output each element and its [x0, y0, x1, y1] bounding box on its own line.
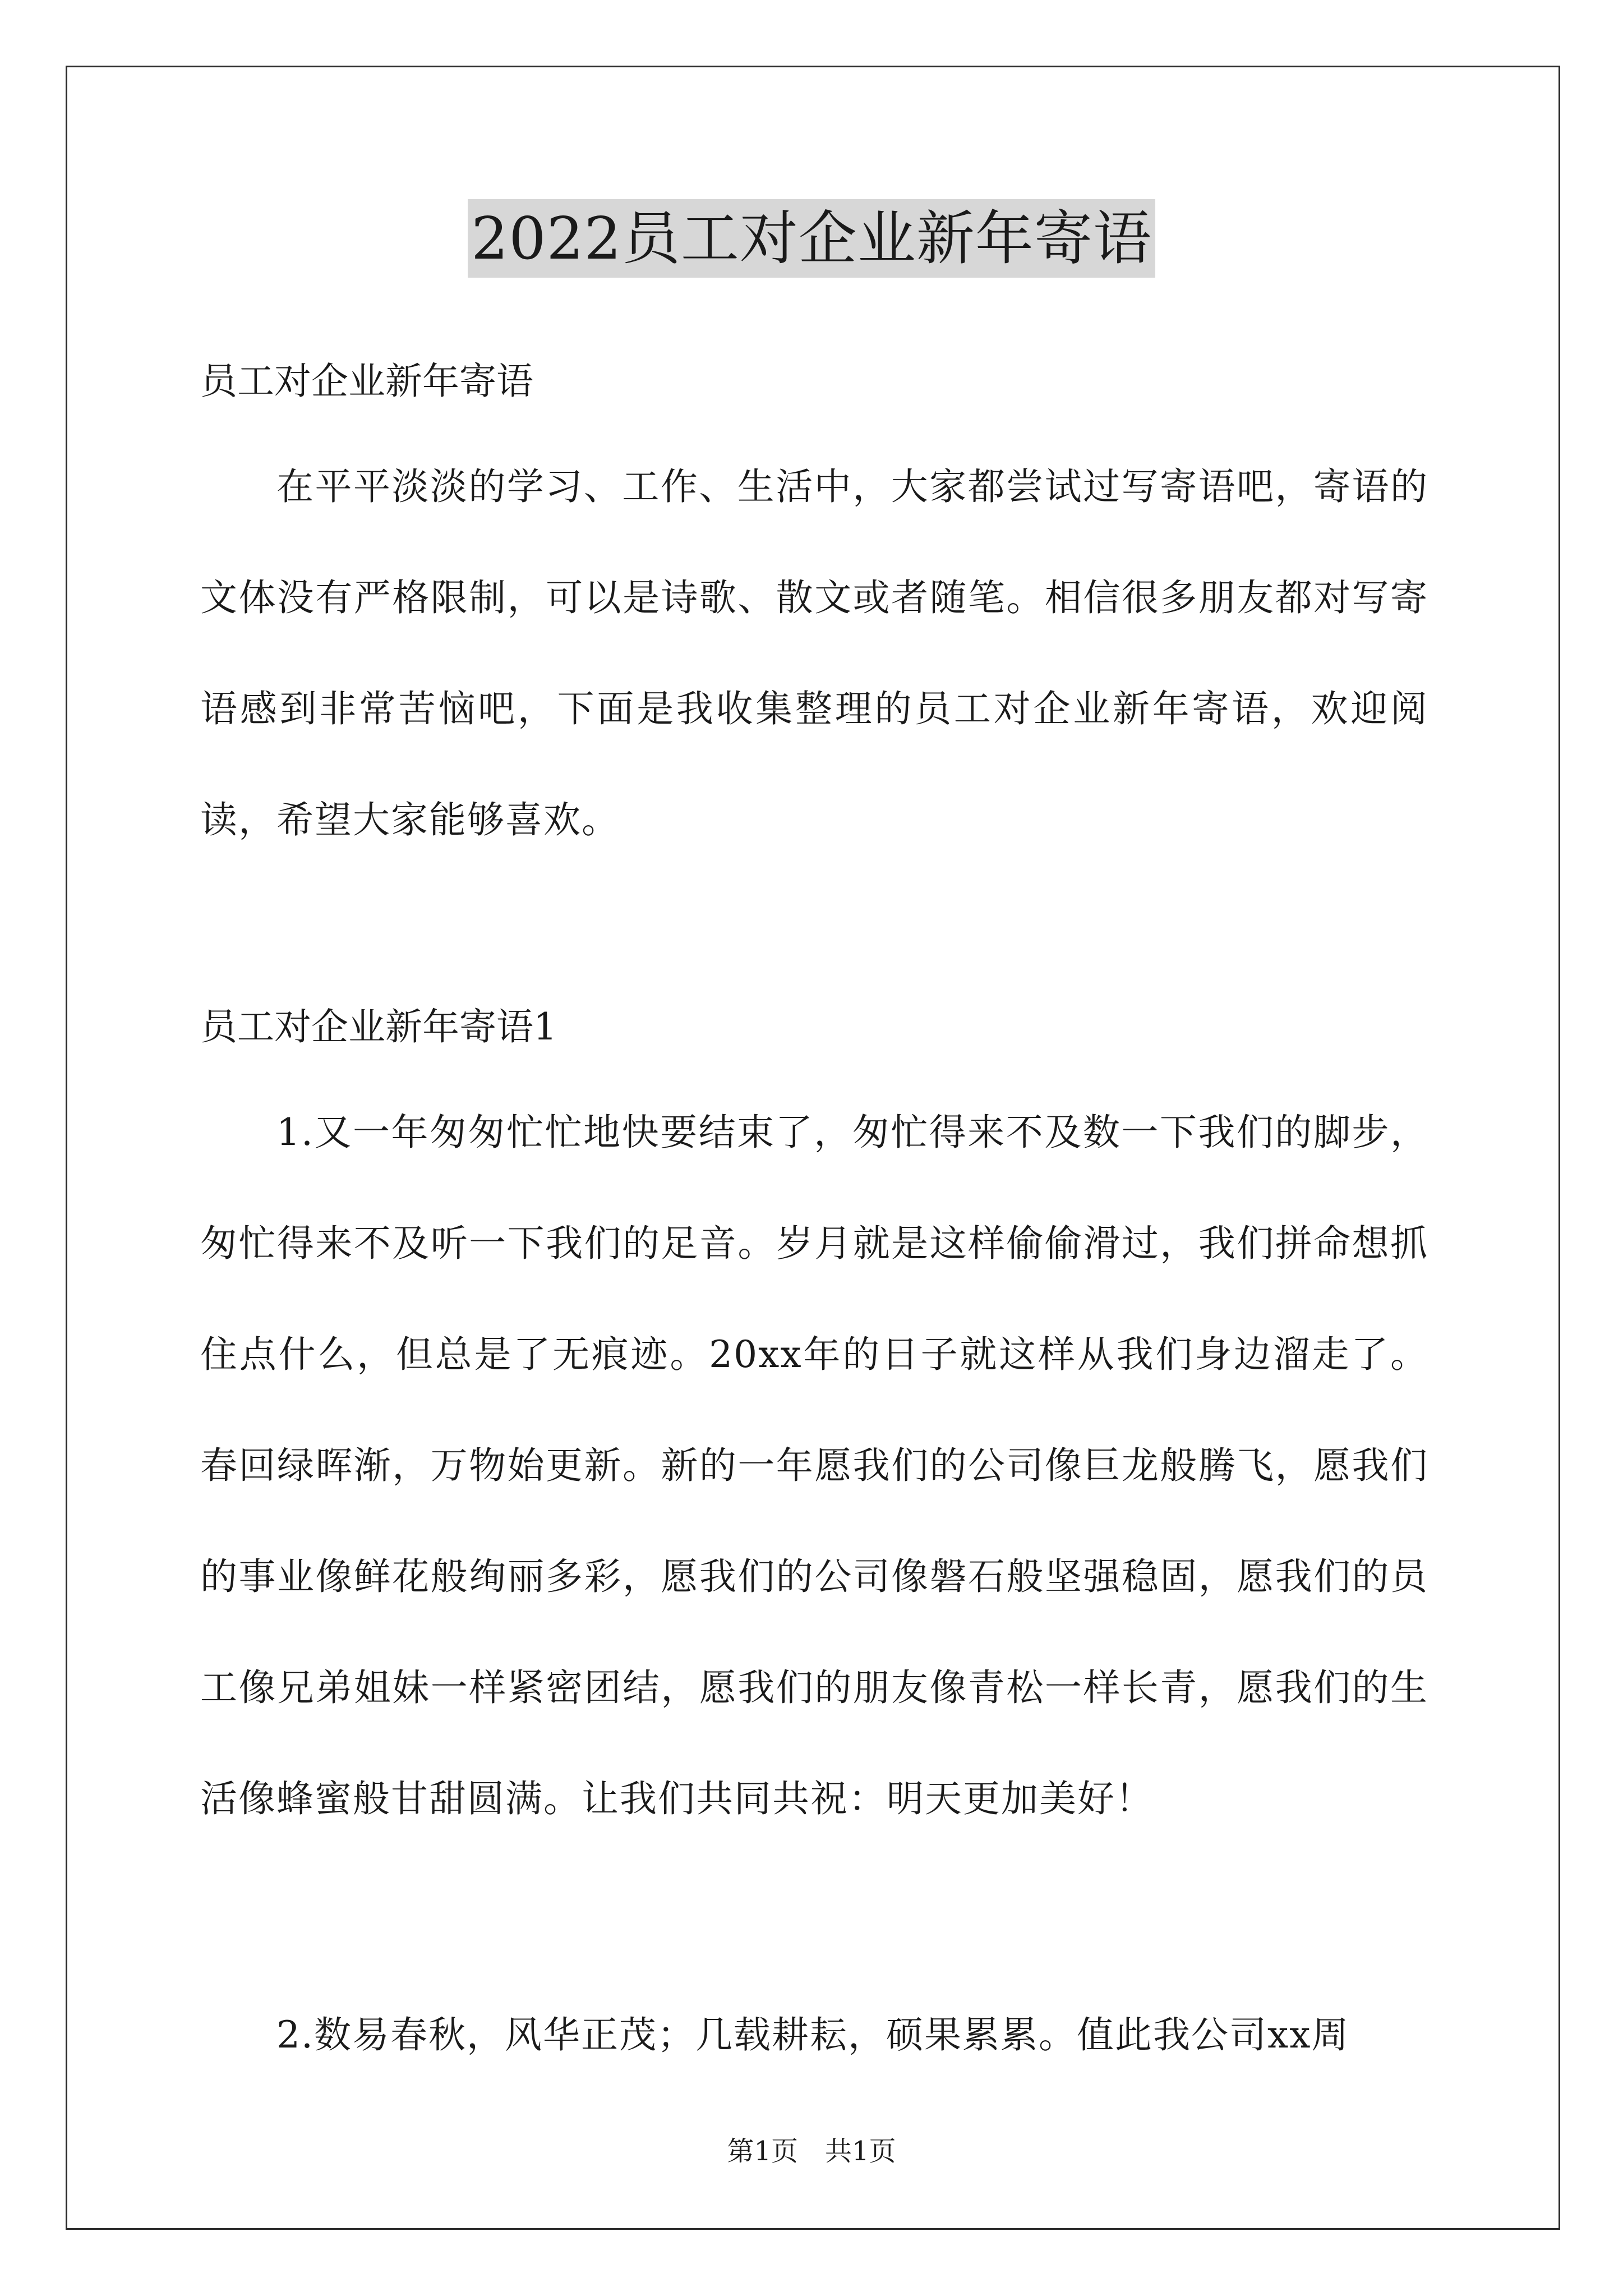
- section-heading: 员工对企业新年寄语1: [200, 1005, 557, 1048]
- document-subtitle: 员工对企业新年寄语: [200, 360, 533, 403]
- document-title: 2022员工对企业新年寄语: [468, 199, 1155, 278]
- title-container: [0, 199, 1623, 278]
- intro-paragraph: 在平平淡淡的学习、工作、生活中，大家都尝试过写寄语吧，寄语的文体没有严格限制，可以是诗歌、散文或者随笔。相信很多朋友都对写寄语感到非常苦恼吧，下面是我收集整理的员工对企业新年寄语，欢迎阅读，希望大家能够喜欢。: [200, 465, 1428, 841]
- page-number-footer: 第1页 共1页: [727, 2136, 896, 2167]
- body-paragraph-2: 2.数易春秋，风华正茂；几载耕耘，硕果累累。值此我公司xx周: [276, 2013, 1350, 2056]
- body-paragraph-1: 1.又一年匆匆忙忙地快要结束了，匆忙得来不及数一下我们的脚步，匆忙得来不及听一下我们的足音。岁月就是这样偷偷滑过，我们拼命想抓住点什么，但总是了无痕迹。20xx年的日子就这样从我们身边溜走了。春回绿晖渐，万物始更新。新的一年愿我们的公司像巨龙般腾飞，愿我们的事业像鲜花般绚丽多彩，愿我们的公司像磐石般坚强稳固，愿我们的员工像兄弟姐妹一样紧密团结，愿我们的朋友像青松一样长青，愿我们的生活像蜂蜜般甘甜圆满。让我们共同共祝：明天更加美好！: [200, 1111, 1428, 1820]
